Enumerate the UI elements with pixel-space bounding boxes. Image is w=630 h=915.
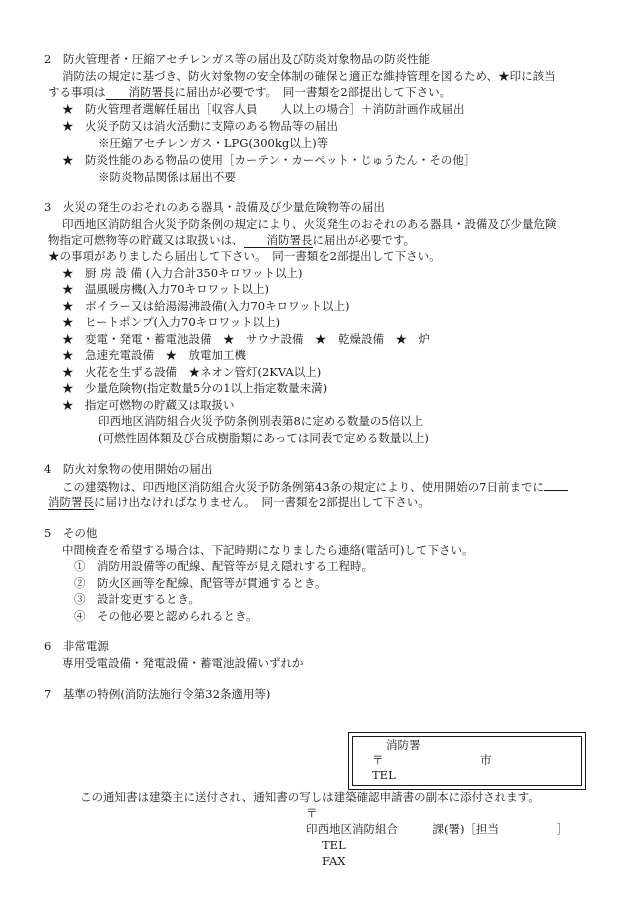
section-3-text: 印西地区消防組合火災予防条例の規定により、火災発生のおそれのある器具・設備及び少量危険: [62, 217, 557, 231]
section-3-text-cont-2: ★の事項がありましたら届出して下さい。 同一書類を2部提出して下さい。: [48, 249, 441, 263]
section-6-title: 6 非常電源: [44, 639, 109, 653]
section-3-note-1: 印西地区消防組合火災予防条例別表第8に定める数量の5倍以上: [98, 414, 424, 428]
section-2-item-3: ★ 防炎性能のある物品の使用［カーテン・カーペット・じゅうたん・その他］: [62, 153, 476, 167]
fill-in-blank: [544, 478, 568, 491]
postal-mark: 〒: [372, 753, 384, 767]
section-3-title: 3 火災の発生のおそれのある器具・設備及び少量危険物等の届出: [44, 200, 385, 214]
section-3-item: ★ 変電・発電・蓄電池設備 ★ サウナ設備 ★ 乾燥設備 ★ 炉: [62, 332, 430, 346]
tel-label: TEL: [372, 768, 396, 782]
section-7-title: 7 基準の特例(消防法施行令第32条適用等): [44, 687, 271, 701]
city-label: 市: [480, 753, 492, 767]
section-5-text: 中間検査を希望する場合は、下記時期になりましたら連絡(電話可)して下さい。: [62, 543, 474, 557]
section-3-text-cont: [48, 232, 415, 249]
section-6-text: 専用受電設備・発電設備・蓄電池設備いずれか: [62, 656, 304, 670]
section-2-text: 消防法の規定に基づき、防火対象物の安全体制の確保と適正な維持管理を図るため、★印に該当: [62, 69, 556, 83]
section-4-text-suffix: に届け出なければなりません。 同一書類を2部提出して下さい。: [94, 495, 430, 509]
section-2-text-cont: [48, 84, 451, 101]
section-3-text-suffix: に届出が必要です。: [312, 233, 416, 247]
section-2-item-2: ★ 火災予防又は消火活動に支障のある物品等の届出: [62, 119, 338, 133]
section-3-text-prefix: 物指定可燃物等の貯蔵又は取扱いは、: [48, 233, 244, 247]
fire-chief-underlined: 消防署長: [48, 495, 94, 509]
section-5-item: ③ 設計変更するとき。: [74, 592, 201, 606]
section-3-item: ★ 少量危険物(指定数量5分の1以上指定数量未満): [62, 381, 328, 395]
notice-text: この通知書は建築主に送付され、通知書の写しは建築確認申請書の副本に添付されます。: [80, 790, 540, 804]
section-4-title: 4 防火対象物の使用開始の届出: [44, 462, 213, 476]
footer-tel-label: TEL: [322, 838, 346, 852]
footer-postal-mark: 〒: [306, 806, 318, 820]
section-2-item-1: ★ 防火管理者選解任届出［収容人員 人以上の場合］＋消防計画作成届出: [62, 102, 465, 116]
section-2-text-prefix: する事項は: [48, 85, 106, 99]
section-5-item: ② 防火区画等を配線、配管等が貫通するとき。: [74, 576, 327, 590]
section-2-item-2-note: ※圧縮アセチレンガス・LPG(300kg以上)等: [98, 136, 329, 150]
section-4-text-body: この建築物は、印西地区消防組合火災予防条例第43条の規定により、使用開始の7日前までに: [62, 480, 544, 494]
section-5-title: 5 その他: [44, 526, 98, 540]
section-3-note-2: (可燃性固体類及び合成樹脂類にあっては同表で定める数量以上): [98, 431, 429, 445]
section-3-item: ★ 指定可燃物の貯蔵又は取扱い: [62, 398, 235, 412]
footer-organization: 印西地区消防組合 課(署)［担当 ］: [306, 822, 568, 836]
section-5-item: ④ その他必要と認められるとき。: [74, 609, 258, 623]
section-3-item: ★ ボイラー又は給湯湯沸設備(入力70キロワット以上): [62, 299, 350, 313]
footer-fax-label: FAX: [322, 854, 346, 868]
section-4-text-cont: [48, 494, 430, 511]
section-3-item: ★ 厨 房 設 備 (入力合計350キロワット以上): [62, 266, 303, 280]
section-3-item: ★ ヒートポンプ(入力70キロワット以上): [62, 315, 281, 329]
fire-station-name: 消防署: [386, 738, 421, 752]
section-3-item: ★ 急速充電設備 ★ 放電加工機: [62, 348, 246, 362]
section-3-item: ★ 火花を生ずる設備 ★ネオン管灯(2KVA以上): [62, 365, 322, 379]
fire-chief-underlined: 消防署長: [105, 85, 175, 99]
section-3-item: ★ 温風暖房機(入力70キロワット以上): [62, 282, 270, 296]
fire-chief-underlined: 消防署長: [243, 233, 313, 247]
section-2-title: 2 防火管理者・圧縮アセチレンガス等の届出及び防炎対象物品の防炎性能: [44, 52, 431, 66]
section-5-item: ① 消防用設備等の配線、配管等が見え隠れする工程時。: [74, 559, 373, 573]
section-2-text-suffix: に届出が必要です。 同一書類を2部提出して下さい。: [174, 85, 452, 99]
section-2-item-3-note: ※防炎物品関係は届出不要: [98, 170, 236, 184]
